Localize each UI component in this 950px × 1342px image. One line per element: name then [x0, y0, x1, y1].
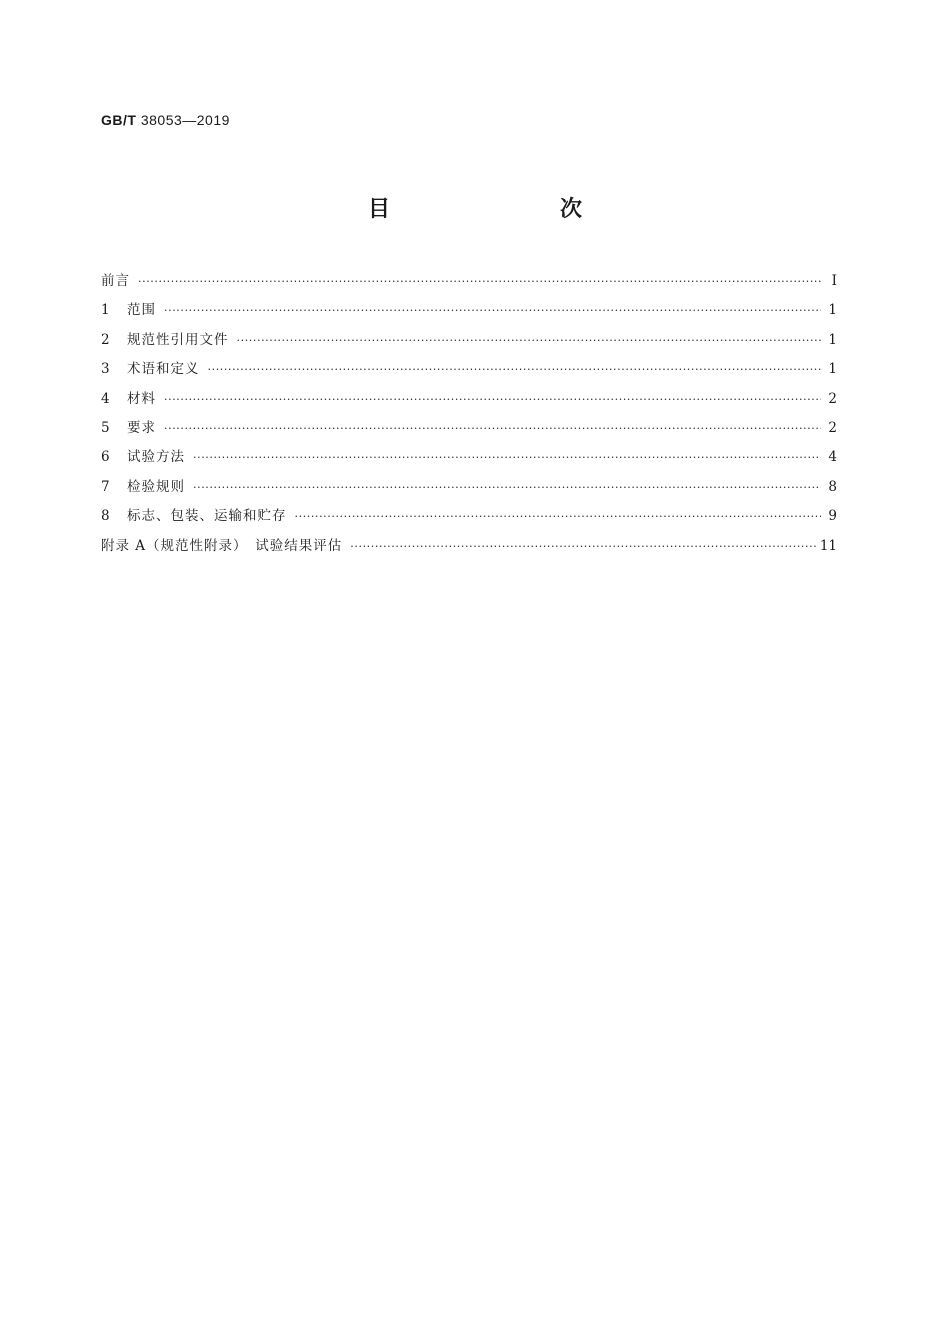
toc-entry-label: 要求 — [127, 419, 156, 436]
toc-entry-number: 6 — [101, 449, 110, 466]
standard-prefix: GB/T — [101, 112, 137, 128]
toc-entry-label: 标志、包装、运输和贮存 — [127, 508, 287, 525]
toc-entry-2[interactable] — [101, 328, 837, 357]
toc-leader-dots — [164, 393, 821, 406]
toc-entry-3[interactable] — [101, 357, 837, 386]
toc-entry-label: 术语和定义 — [127, 361, 200, 378]
standard-number: 38053—2019 — [140, 112, 230, 128]
toc-entry-page: 2 — [828, 390, 837, 407]
toc-entry-page: 1 — [828, 361, 837, 378]
toc-entry-label: 附录 A（规范性附录） 试验结果评估 — [101, 537, 343, 554]
toc-entry-page: Ⅰ — [831, 273, 837, 289]
toc-entry-label: 规范性引用文件 — [127, 331, 229, 348]
toc-entry-number: 7 — [101, 478, 110, 495]
toc-entry-page: 1 — [828, 302, 837, 319]
toc-entry-page: 4 — [828, 449, 837, 466]
toc-entry-page: 1 — [828, 331, 837, 348]
toc-leader-dots — [164, 304, 821, 317]
toc-entry-6[interactable] — [101, 445, 837, 474]
toc-leader-dots — [193, 481, 821, 494]
toc-leader-dots — [350, 540, 816, 553]
toc-entry-label: 前言 — [101, 273, 130, 289]
toc-entry-label: 试验方法 — [127, 449, 185, 466]
toc-entry-number: 4 — [101, 390, 110, 407]
toc-entry-annex-a[interactable] — [101, 534, 837, 563]
toc-leader-dots — [193, 451, 821, 464]
document-code — [101, 112, 230, 128]
toc-entry-number: 5 — [101, 419, 110, 436]
toc-entry-number: 3 — [101, 361, 110, 378]
toc-entry-5[interactable] — [101, 416, 837, 445]
toc-entry-page: 9 — [828, 508, 837, 525]
toc-entry-number: 8 — [101, 508, 110, 525]
toc-entry-7[interactable] — [101, 475, 837, 504]
toc-entry-1[interactable] — [101, 298, 837, 327]
toc-entry-foreword[interactable] — [101, 269, 837, 298]
toc-entry-4[interactable] — [101, 387, 837, 416]
toc-entry-page: 8 — [828, 478, 837, 495]
toc-entry-number: 1 — [101, 302, 110, 319]
toc-entry-page: 2 — [828, 419, 837, 436]
table-of-contents — [101, 269, 837, 563]
toc-leader-dots — [208, 363, 822, 376]
toc-entry-label: 材料 — [127, 390, 156, 407]
toc-entry-number: 2 — [101, 331, 110, 348]
toc-entry-8[interactable] — [101, 504, 837, 533]
toc-leader-dots — [237, 334, 822, 347]
toc-entry-label: 范围 — [127, 302, 156, 319]
toc-leader-dots — [164, 422, 821, 435]
toc-leader-dots — [295, 510, 822, 523]
toc-entry-label: 检验规则 — [127, 478, 185, 495]
page-title: 目 次 — [367, 197, 624, 222]
toc-entry-page: 11 — [819, 537, 837, 554]
toc-leader-dots — [138, 275, 821, 288]
